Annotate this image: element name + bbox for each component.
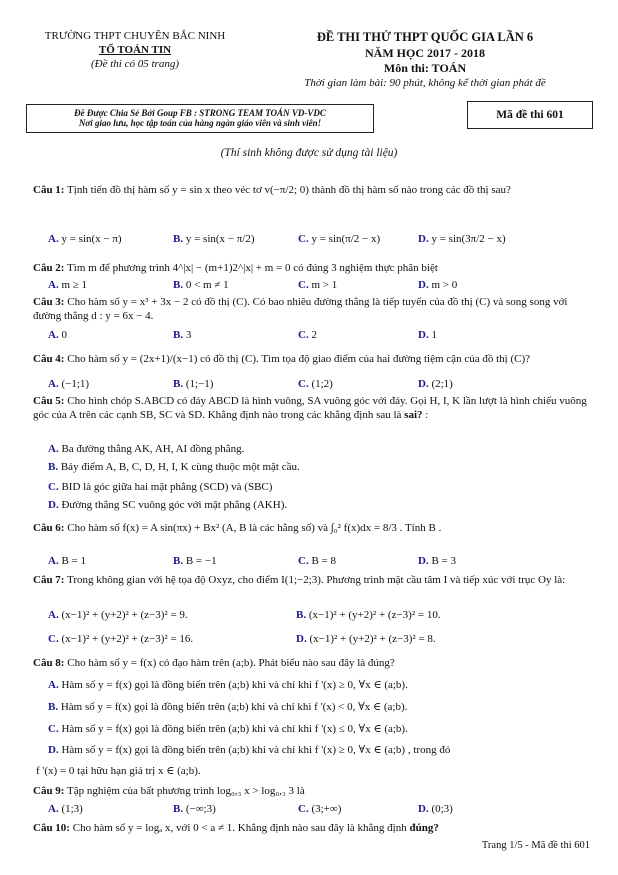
q1-option-d[interactable]: [418, 233, 506, 245]
q9-label: Câu 9:: [33, 785, 65, 797]
q5-option-a-letter: A.: [48, 443, 59, 455]
q9-option-c-letter: C.: [298, 803, 309, 815]
question-7: [33, 573, 593, 587]
materials-note: (Thí sinh không được sử dụng tài liệu): [220, 147, 398, 159]
q1-option-c-text: y = sin(π/2 − x): [311, 233, 381, 245]
q2-option-c-letter: C.: [298, 279, 309, 291]
q4-option-a-letter: A.: [48, 378, 59, 390]
page-footer: Trang 1/5 - Mã đề thi 601: [481, 840, 590, 851]
q6-option-c[interactable]: [298, 555, 336, 567]
q5-option-d-text: Đường thẳng SC vuông góc với mặt phẳng (AKH).: [61, 499, 288, 511]
question-1: [33, 183, 593, 197]
school-name: TRƯỜNG THPT CHUYÊN BẮC NINH: [44, 30, 226, 42]
q4-option-c[interactable]: [298, 378, 333, 390]
q7-option-a-letter: A.: [48, 609, 59, 621]
q2-option-b[interactable]: [173, 279, 229, 291]
q1-text: Tịnh tiến đồ thị hàm số y = sin x theo véc tơ v(−π/2; 0) thành đồ thị hàm số nào trong các đồ thị sau?: [67, 184, 511, 196]
q7-option-c-letter: C.: [48, 633, 59, 645]
q3-option-d-letter: D.: [418, 329, 429, 341]
q7-option-b-text: (x−1)² + (y+2)² + (z−3)² = 10.: [308, 609, 441, 621]
q5-option-d[interactable]: [48, 499, 287, 511]
q5-option-c-letter: C.: [48, 481, 59, 493]
q9-option-a-text: (1;3): [61, 803, 83, 815]
q10-label: Câu 10:: [33, 822, 70, 834]
q10-text: Cho hàm số y = logₐ x, với 0 < a ≠ 1. Khẳng định nào sau đây là khẳng định: [72, 822, 407, 834]
q2-option-d[interactable]: [418, 279, 457, 291]
q7-option-b[interactable]: [296, 609, 441, 621]
q1-option-b-letter: B.: [173, 233, 184, 245]
q4-text: Cho hàm số y = (2x+1)/(x−1) có đồ thị (C). Tìm tọa độ giao điểm của hai đường tiệm cận của đồ thị (C)?: [67, 353, 530, 365]
q1-option-a-text: y = sin(x − π): [61, 233, 122, 245]
group-name: TỔ TOÁN TIN: [98, 44, 172, 56]
q3-text: Cho hàm số y = x³ + 3x − 2 có đồ thị (C). Có bao nhiêu đường thẳng là tiếp tuyến của đồ thị (C) và song song với đường thẳng d : y = 6x − 4.: [33, 296, 568, 322]
q5-option-b-letter: B.: [48, 461, 59, 473]
q6-option-a-letter: A.: [48, 555, 59, 567]
q5-option-c[interactable]: [48, 481, 272, 493]
q4-option-b[interactable]: [173, 378, 213, 390]
q6-option-b-letter: B.: [173, 555, 184, 567]
q9-option-a-letter: A.: [48, 803, 59, 815]
q9-option-c-text: (3;+∞): [311, 803, 342, 815]
q5-option-a[interactable]: [48, 443, 244, 455]
q7-option-c-text: (x−1)² + (y+2)² + (z−3)² = 16.: [61, 633, 194, 645]
q2-option-a-letter: A.: [48, 279, 59, 291]
q1-option-d-text: y = sin(3π/2 − x): [431, 233, 506, 245]
question-2: [33, 261, 593, 275]
q4-option-a[interactable]: [48, 378, 89, 390]
q7-option-a[interactable]: [48, 609, 188, 621]
q4-option-b-text: (1;−1): [185, 378, 214, 390]
q2-label: Câu 2:: [33, 262, 65, 274]
q3-option-a-text: 0: [61, 329, 67, 341]
school-year: NĂM HỌC 2017 - 2018: [365, 46, 485, 60]
q2-option-b-text: 0 < m ≠ 1: [185, 279, 229, 291]
exam-code-box: Mã đề thi 601: [467, 101, 593, 129]
question-4: [33, 352, 593, 366]
q7-text: Trong không gian với hệ tọa độ Oxyz, cho điểm I(1;−2;3). Phương trình mặt cầu tâm I và tiếp xúc với trục Oy là:: [67, 574, 566, 586]
q4-option-b-letter: B.: [173, 378, 184, 390]
q1-option-a-letter: A.: [48, 233, 59, 245]
q3-option-c[interactable]: [298, 329, 317, 341]
q1-option-b[interactable]: [173, 233, 255, 245]
q8-option-a-text: Hàm số y = f(x) gọi là đồng biến trên (a;b) khi và chỉ khi f '(x) ≥ 0, ∀x ∈ (a;b).: [61, 679, 408, 691]
question-3: [33, 295, 593, 323]
q7-option-a-text: (x−1)² + (y+2)² + (z−3)² = 9.: [61, 609, 188, 621]
q9-option-b-text: (−∞;3): [185, 803, 216, 815]
q8-option-d-text: Hàm số y = f(x) gọi là đồng biến trên (a;b) khi và chỉ khi f '(x) ≥ 0, ∀x ∈ (a;b) , trong đó: [61, 744, 451, 756]
q4-option-c-text: (1;2): [311, 378, 333, 390]
q9-option-d[interactable]: [418, 803, 453, 815]
q4-option-d-text: (2;1): [431, 378, 453, 390]
question-9: [33, 784, 593, 798]
question-8: [33, 656, 593, 670]
q5-option-a-text: Ba đường thẳng AK, AH, AI đồng phẳng.: [61, 443, 245, 455]
q6-label: Câu 6:: [33, 522, 65, 534]
question-5: [33, 394, 593, 422]
q8-text: Cho hàm số y = f(x) có đạo hàm trên (a;b). Phát biểu nào sau đây là đúng?: [67, 657, 395, 669]
q3-option-a-letter: A.: [48, 329, 59, 341]
q5-option-d-letter: D.: [48, 499, 59, 511]
q6-option-c-letter: C.: [298, 555, 309, 567]
q3-option-a[interactable]: [48, 329, 67, 341]
q5-option-c-text: BID là góc giữa hai mặt phẳng (SCD) và (SBC): [61, 481, 273, 493]
q5-tail: sai?: [404, 409, 423, 421]
q2-option-d-letter: D.: [418, 279, 429, 291]
q1-option-c-letter: C.: [298, 233, 309, 245]
q9-text: Tập nghiệm của bất phương trình log₀,₃ x > log₀,₃ 3 là: [67, 785, 305, 797]
q8-option-a-letter: A.: [48, 679, 59, 691]
q7-option-d-text: (x−1)² + (y+2)² + (z−3)² = 8.: [309, 633, 436, 645]
share-box: [26, 104, 374, 133]
q7-option-d[interactable]: [296, 633, 436, 645]
q10-tail: đúng?: [409, 822, 439, 834]
q3-option-b-letter: B.: [173, 329, 184, 341]
share-line-1: Đề Được Chia Sẻ Bởi Goup FB : STRONG TEAM TOÁN VD-VDC: [74, 108, 326, 118]
q4-option-c-letter: C.: [298, 378, 309, 390]
q6-option-a[interactable]: [48, 555, 86, 567]
q2-text: Tìm m để phương trình 4^|x| − (m+1)2^|x| + m = 0 có đúng 3 nghiệm thực phân biệt: [67, 262, 438, 274]
q3-option-c-letter: C.: [298, 329, 309, 341]
q3-label: Câu 3:: [33, 296, 65, 308]
q8-option-b-text: Hàm số y = f(x) gọi là đồng biến trên (a;b) khi và chỉ khi f '(x) < 0, ∀x ∈ (a;b).: [60, 701, 408, 713]
q4-option-d[interactable]: [418, 378, 453, 390]
q6-option-d-letter: D.: [418, 555, 429, 567]
q8-option-c-text: Hàm số y = f(x) gọi là đồng biến trên (a;b) khi và chỉ khi f '(x) ≤ 0, ∀x ∈ (a;b).: [61, 723, 408, 735]
q8-label: Câu 8:: [33, 657, 65, 669]
q1-option-d-letter: D.: [418, 233, 429, 245]
q6-text: Cho hàm số f(x) = A sin(πx) + Bx² (A, B là các hằng số) và ∫₀² f(x)dx = 8/3 . Tính B .: [67, 522, 442, 534]
q2-option-a-text: m ≥ 1: [61, 279, 88, 291]
q7-option-c[interactable]: [48, 633, 193, 645]
q9-option-a[interactable]: [48, 803, 83, 815]
q8-option-b-letter: B.: [48, 701, 59, 713]
question-6: [33, 521, 593, 535]
q3-option-d-text: 1: [431, 329, 437, 341]
q8-option-a[interactable]: [48, 678, 408, 691]
q5-label: Câu 5:: [33, 395, 65, 407]
q7-option-b-letter: B.: [296, 609, 307, 621]
q7-label: Câu 7:: [33, 574, 65, 586]
q9-option-d-text: (0;3): [431, 803, 453, 815]
q3-option-d[interactable]: [418, 329, 437, 341]
q4-label: Câu 4:: [33, 353, 65, 365]
q1-option-a[interactable]: [48, 233, 122, 245]
q5-tail2: :: [425, 409, 429, 421]
q3-option-b-text: 3: [185, 329, 192, 341]
q8-option-c-letter: C.: [48, 723, 59, 735]
q1-option-c[interactable]: [298, 233, 380, 245]
q2-option-a[interactable]: [48, 279, 87, 291]
q5-text: Cho hình chóp S.ABCD có đáy ABCD là hình vuông, SA vuông góc với đáy. Gọi H, I, K lần lượt là hình chiếu vuông góc của A trên các cạnh SB, SC và SD. Khẳng định nào trong các khẳng định sau là: [33, 395, 587, 421]
q6-option-a-text: B = 1: [61, 555, 86, 567]
time-limit: Thời gian làm bài: 90 phút, không kể thời gian phát đề: [304, 77, 546, 89]
q8-option-d-continued: f '(x) = 0 tại hữu hạn giá trị x ∈ (a;b).: [36, 765, 201, 777]
q8-option-b[interactable]: [48, 700, 407, 713]
q4-option-a-text: (−1;1): [61, 378, 90, 390]
q4-option-d-letter: D.: [418, 378, 429, 390]
q7-option-d-letter: D.: [296, 633, 307, 645]
q1-option-b-text: y = sin(x − π/2): [185, 233, 255, 245]
q9-option-d-letter: D.: [418, 803, 429, 815]
q6-option-d[interactable]: [418, 555, 456, 567]
q8-option-c[interactable]: [48, 722, 408, 735]
q6-option-b[interactable]: [173, 555, 217, 567]
q2-option-d-text: m > 0: [431, 279, 458, 291]
q6-option-d-text: B = 3: [431, 555, 456, 567]
q8-option-d[interactable]: [48, 743, 450, 756]
q9-option-b-letter: B.: [173, 803, 184, 815]
q6-option-c-text: B = 8: [311, 555, 336, 567]
share-line-2: Nơi giao lưu, học tập toán của hàng ngàn giáo viên và sinh viên!: [78, 118, 322, 128]
q3-option-b[interactable]: [173, 329, 191, 341]
q9-option-c[interactable]: [298, 803, 341, 815]
q2-option-c[interactable]: [298, 279, 337, 291]
q2-option-b-letter: B.: [173, 279, 184, 291]
q2-option-c-text: m > 1: [311, 279, 338, 291]
q5-option-b[interactable]: [48, 461, 300, 473]
q6-option-b-text: B = −1: [185, 555, 217, 567]
q8-option-d-letter: D.: [48, 744, 59, 756]
q9-option-b[interactable]: [173, 803, 216, 815]
pages-note: (Đề thi có 05 trang): [91, 58, 179, 70]
q3-option-c-text: 2: [311, 329, 317, 341]
subject: Môn thi: TOÁN: [383, 61, 467, 75]
q1-label: Câu 1:: [33, 184, 65, 196]
q5-option-b-text: Bảy điểm A, B, C, D, H, I, K cùng thuộc một mặt cầu.: [60, 461, 300, 473]
question-10: [33, 821, 593, 835]
exam-title: ĐỀ THI THỬ THPT QUỐC GIA LẦN 6: [316, 30, 534, 44]
